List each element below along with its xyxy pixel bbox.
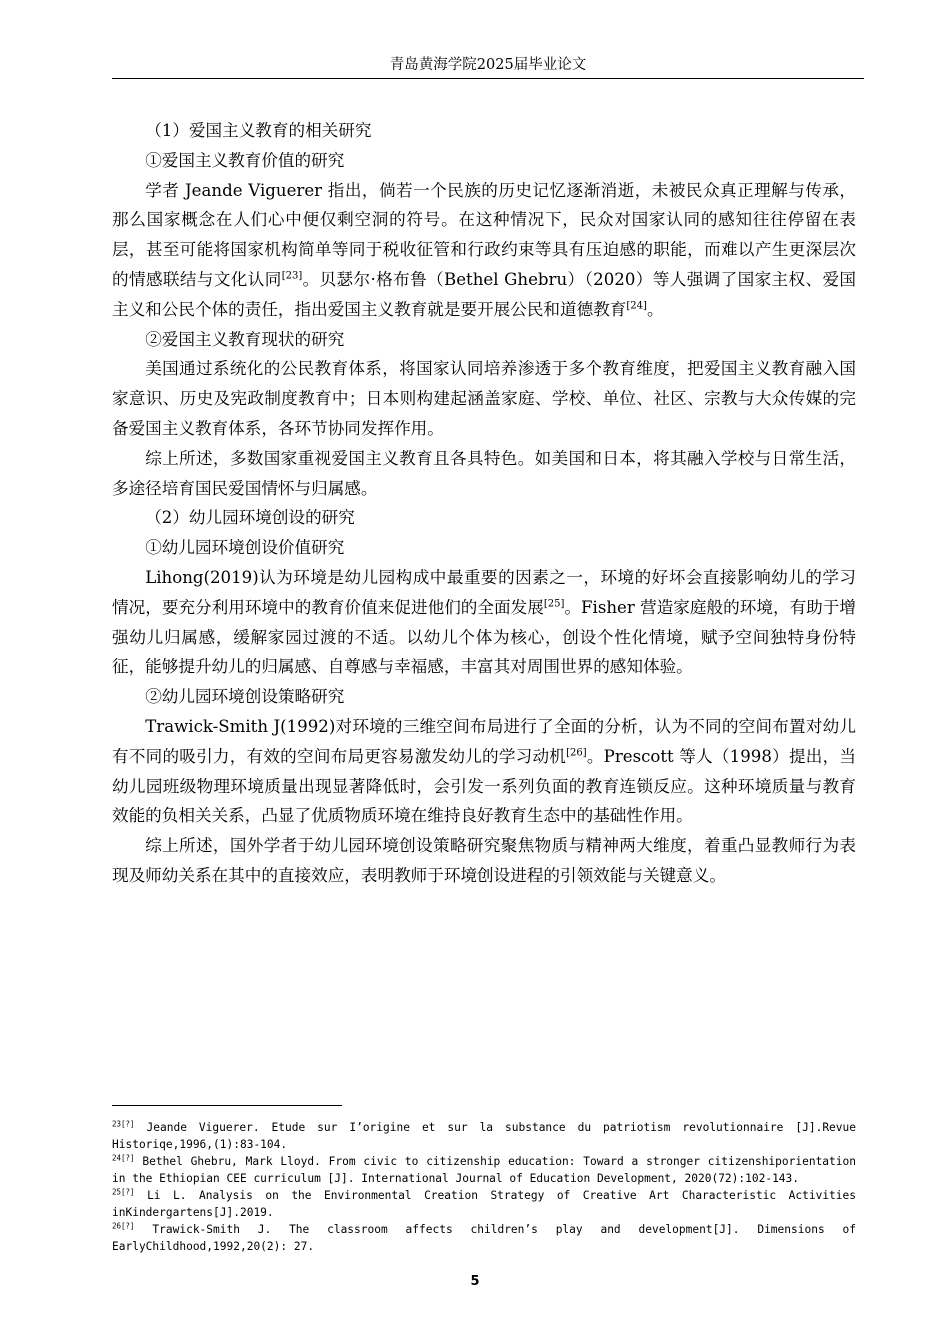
page-header: 青岛黄海学院2025届毕业论文 (112, 52, 864, 79)
footnote-23 (112, 1119, 856, 1153)
footnote-24 (112, 1153, 856, 1187)
footnote-mark: 24[?] (112, 1153, 135, 1163)
citation-25: [25] (543, 598, 565, 610)
paragraph-text: Trawick-Smith J(1992)对环境的三维空间布局进行了全面的分析，认为不同的空间布置对幼儿有不同的吸引力，有效的空间布局更容易激发幼儿的学习动机 (112, 716, 856, 766)
paragraph-text: 学者 Jeande Viguerer 指出，倘若一个民族的历史记忆逐渐消逝，未被民众真正理解与传承，那么国家概念在人们心中便仅剩空洞的符号。在这种情况下，民众对国家认同的感知往往停留在表层，甚至可能将国家机构简单等同于税收征管和行政约束等具有压迫感的职能，而难以产生更深层次的情感联结与文化认同 (112, 180, 856, 289)
paragraph-text: 。贝瑟尔·格布鲁（Bethel Ghebru）（2020）等人强调了国家主权、爱国主义和公民个体的责任，指出爱国主义教育就是要开展公民和道德教育 (112, 269, 857, 319)
paragraph-patriotism-value (112, 176, 856, 325)
section-heading-patriotism: （1）爱国主义教育的相关研究 (145, 121, 372, 140)
paragraph-text: 。 (646, 299, 664, 319)
footnotes (112, 1119, 856, 1255)
footnote-text: Trawick-Smith J. The classroom affects children’s play and development[J]. Dimensions of EarlyChildhood,1992,20(2): 27. (112, 1223, 856, 1253)
main-content (112, 116, 856, 891)
footnote-26 (112, 1221, 856, 1255)
footnote-mark: 25[?] (112, 1187, 135, 1197)
citation-24: [24] (626, 300, 647, 312)
footnote-mark: 23[?] (112, 1119, 135, 1129)
page-number: 5 (470, 1274, 480, 1289)
footnote-text: Bethel Ghebru, Mark Lloyd. From civic to citizenship education: Toward a stronger citizenshiporientation in the Ethiopian CEE curriculum [J]. International Journal of Education Development, 2020(72):102-143. (112, 1155, 856, 1185)
subheading-patriotism-value: ①爱国主义教育价值的研究 (145, 150, 345, 170)
section-heading-environment: （2）幼儿园环境创设的研究 (145, 508, 355, 528)
footnote-divider (112, 1105, 342, 1106)
paragraph-patriotism-status: 美国通过系统化的公民教育体系，将国家认同培养渗透于多个教育维度，把爱国主义教育融入国家意识、历史及宪政制度教育中；日本则构建起涵盖家庭、学校、单位、社区、宗教与大众传媒的完备爱国主义教育体系，各环节协同发挥作用。 (112, 359, 856, 438)
footnote-25 (112, 1187, 856, 1221)
paragraph-text: 。Prescott 等人（1998）提出，当幼儿园班级物理环境质量出现显著降低时，会引发一系列负面的教育连锁反应。这种环境质量与教育效能的负相关关系，凸显了优质物质环境在维持良好教育生态中的基础性作用。 (112, 746, 856, 826)
footnote-text: Jeande Viguerer. Etude sur I’origine et sur la substance du patriotism revolutionnaire [J].Revue Historiqe,1996,(1):83-104. (112, 1121, 856, 1151)
footnote-text: Li L. Analysis on the Environmental Creation Strategy of Creative Art Characteristic Activities inKindergartens[J].2019. (112, 1189, 856, 1219)
paragraph-patriotism-summary: 综上所述，多数国家重视爱国主义教育且各具特色。如美国和日本，将其融入学校与日常生活，多途径培育国民爱国情怀与归属感。 (112, 448, 856, 498)
citation-26: [26] (566, 747, 587, 759)
paragraph-environment-summary: 综上所述，国外学者于幼儿园环境创设策略研究聚焦物质与精神两大维度，着重凸显教师行为表现及师幼关系在其中的直接效应，表明教师于环境创设进程的引领效能与关键意义。 (112, 836, 856, 885)
paragraph-environment-strategy (112, 712, 856, 831)
subheading-patriotism-status: ②爱国主义教育现状的研究 (145, 329, 345, 349)
subheading-environment-value: ①幼儿园环境创设价值研究 (145, 538, 345, 558)
paragraph-text: Lihong(2019)认为环境是幼儿园构成中最重要的因素之一，环境的好坏会直接影响幼儿的学习情况，要充分利用环境中的教育价值来促进他们的全面发展 (112, 567, 856, 617)
paragraph-text: 。Fisher 营造家庭般的环境，有助于增强幼儿归属感，缓解家园过渡的不适。以幼儿个体为核心，创设个性化情境，赋予空间独特身份特征，能够提升幼儿的归属感、自尊感与幸福感，丰富其对周围世界的感知体验。 (112, 597, 856, 677)
paragraph-environment-value (112, 563, 856, 682)
footnote-mark: 26[?] (112, 1221, 135, 1231)
subheading-environment-strategy: ②幼儿园环境创设策略研究 (145, 687, 345, 707)
citation-23: [23] (281, 270, 303, 282)
